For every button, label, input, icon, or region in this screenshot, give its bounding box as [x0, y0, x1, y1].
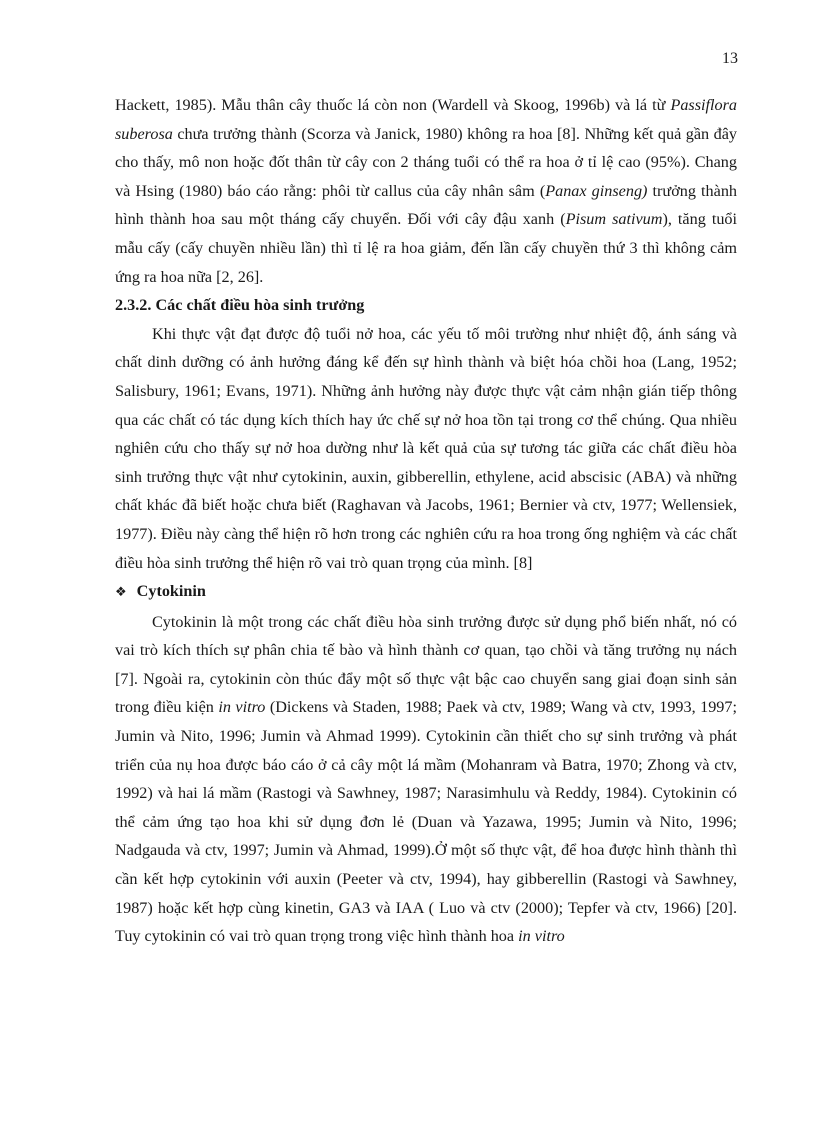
paragraph-cytokinin [115, 608, 737, 951]
diamond-bullet-icon: ❖ [115, 585, 127, 601]
bullet-heading [115, 577, 737, 608]
italic-term: in vitro [518, 927, 565, 946]
paragraph-continued [115, 91, 737, 291]
text-span: trưởng thành hình thành hoa sau một tháng cấy chuyển. Đối với cây đậu xanh ( [115, 181, 738, 229]
text-span: Hackett, 1985). Mẫu thân cây thuốc lá còn non (Wardell và Skoog, 1996b) và lá từ [115, 96, 671, 114]
text-span: (Dickens và Staden, 1988; Paek và ctv, 1989; Wang và ctv, 1993, 1997; Jumin và Nito, 1996; Jumin và Ahmad 1999). Cytokinin cần thiết cho sự sinh trưởng và phát triển của nụ hoa được báo cáo ở cả cây một lá mầm (Mohanram và Batra, 1970; Zhong và ctv, 1992) và hai lá mầm (Rastogi và Sawhney, 1987; Narasimhulu và Reddy, 1984). Cytokinin có thể cảm ứng tạo hoa khi sử dụng đơn lẻ (Duan và Yazawa, 1995; Jumin và Nito, 1996; Nadgauda và ctv, 1997; Jumin và Ahmad, 1999).Ở một số thực vật, để hoa được hình thành thì cần kết hợp cytokinin với auxin (Peeter và ctv, 1994), hay gibberellin (Rastogi và Sawhney, 1987) hoặc kết hợp cùng kinetin, GA3 và IAA ( Luo và ctv (2000); Tepfer và ctv, 1966) [20]. Tuy cytokinin có vai trò quan trọng trong việc hình thành hoa [115, 698, 737, 946]
document-body [115, 91, 737, 951]
paragraph-growth-regulators: Khi thực vật đạt được độ tuổi nở hoa, các yếu tố môi trường như nhiệt độ, ánh sáng và chất dinh dưỡng có ảnh hưởng đáng kể đến sự hình thành và biệt hóa chồi hoa (Lang, 1952; Salisbury, 1961; Evans, 1971). Những ảnh hưởng này được thực vật cảm nhận gián tiếp thông qua các chất có tác dụng kích thích hay ức chế sự nở hoa tồn tại trong cơ thể chúng. Qua nhiều nghiên cứu cho thấy sự nở hoa dường như là kết quả của sự tương tác giữa các chất điều hòa sinh trưởng thực vật như cytokinin, auxin, gibberellin, ethylene, acid abscisic (ABA) và những chất khác đã biết hoặc chưa biết (Raghavan và Jacobs, 1961; Bernier và ctv, 1977; Wellensiek, 1977). Điều này càng thể hiện rõ hơn trong các nghiên cứu ra hoa trong ống nghiệm và các chất điều hòa sinh trưởng thể hiện rõ vai trò quan trọng của mình. [8] [115, 324, 737, 572]
section-heading: 2.3.2. Các chất điều hòa sinh trưởng [115, 296, 365, 315]
text-span: ), tăng tuổi mẫu cấy (cấy chuyền nhiều lần) thì tỉ lệ ra hoa giảm, đến lần cấy chuyền thứ 3 thì không cảm ứng ra hoa nữa [2, 26]. [115, 210, 737, 286]
italic-species-name: Pisum sativum [565, 210, 663, 229]
italic-term: in vitro [218, 698, 266, 717]
page-number: 13 [722, 50, 738, 67]
text-span: Cytokinin là một trong các chất điều hòa sinh trưởng được sử dụng phổ biến nhất, nó có vai trò kích thích sự phân chia tế bào và hình thành cơ quan, tạo chồi và tăng trưởng nụ nách [7]. Ngoài ra, cytokinin còn thúc đẩy một số thực vật bậc cao chuyển sang giai đoạn sinh sản trong điều kiện [115, 612, 737, 717]
italic-species-name: Panax ginseng) [545, 181, 648, 200]
bullet-heading-label: Cytokinin [136, 582, 206, 601]
italic-species-name: Passiflora suberosa [115, 96, 737, 143]
text-span: chưa trưởng thành (Scorza và Janick, 1980) không ra hoa [8]. Những kết quả gần đây cho thấy, mô non hoặc đốt thân từ cây con 2 tháng tuổi có thể ra hoa ở tỉ lệ cao (95%). Chang và Hsing (1980) báo cáo rằng: phôi từ callus của cây nhân sâm ( [115, 124, 737, 200]
